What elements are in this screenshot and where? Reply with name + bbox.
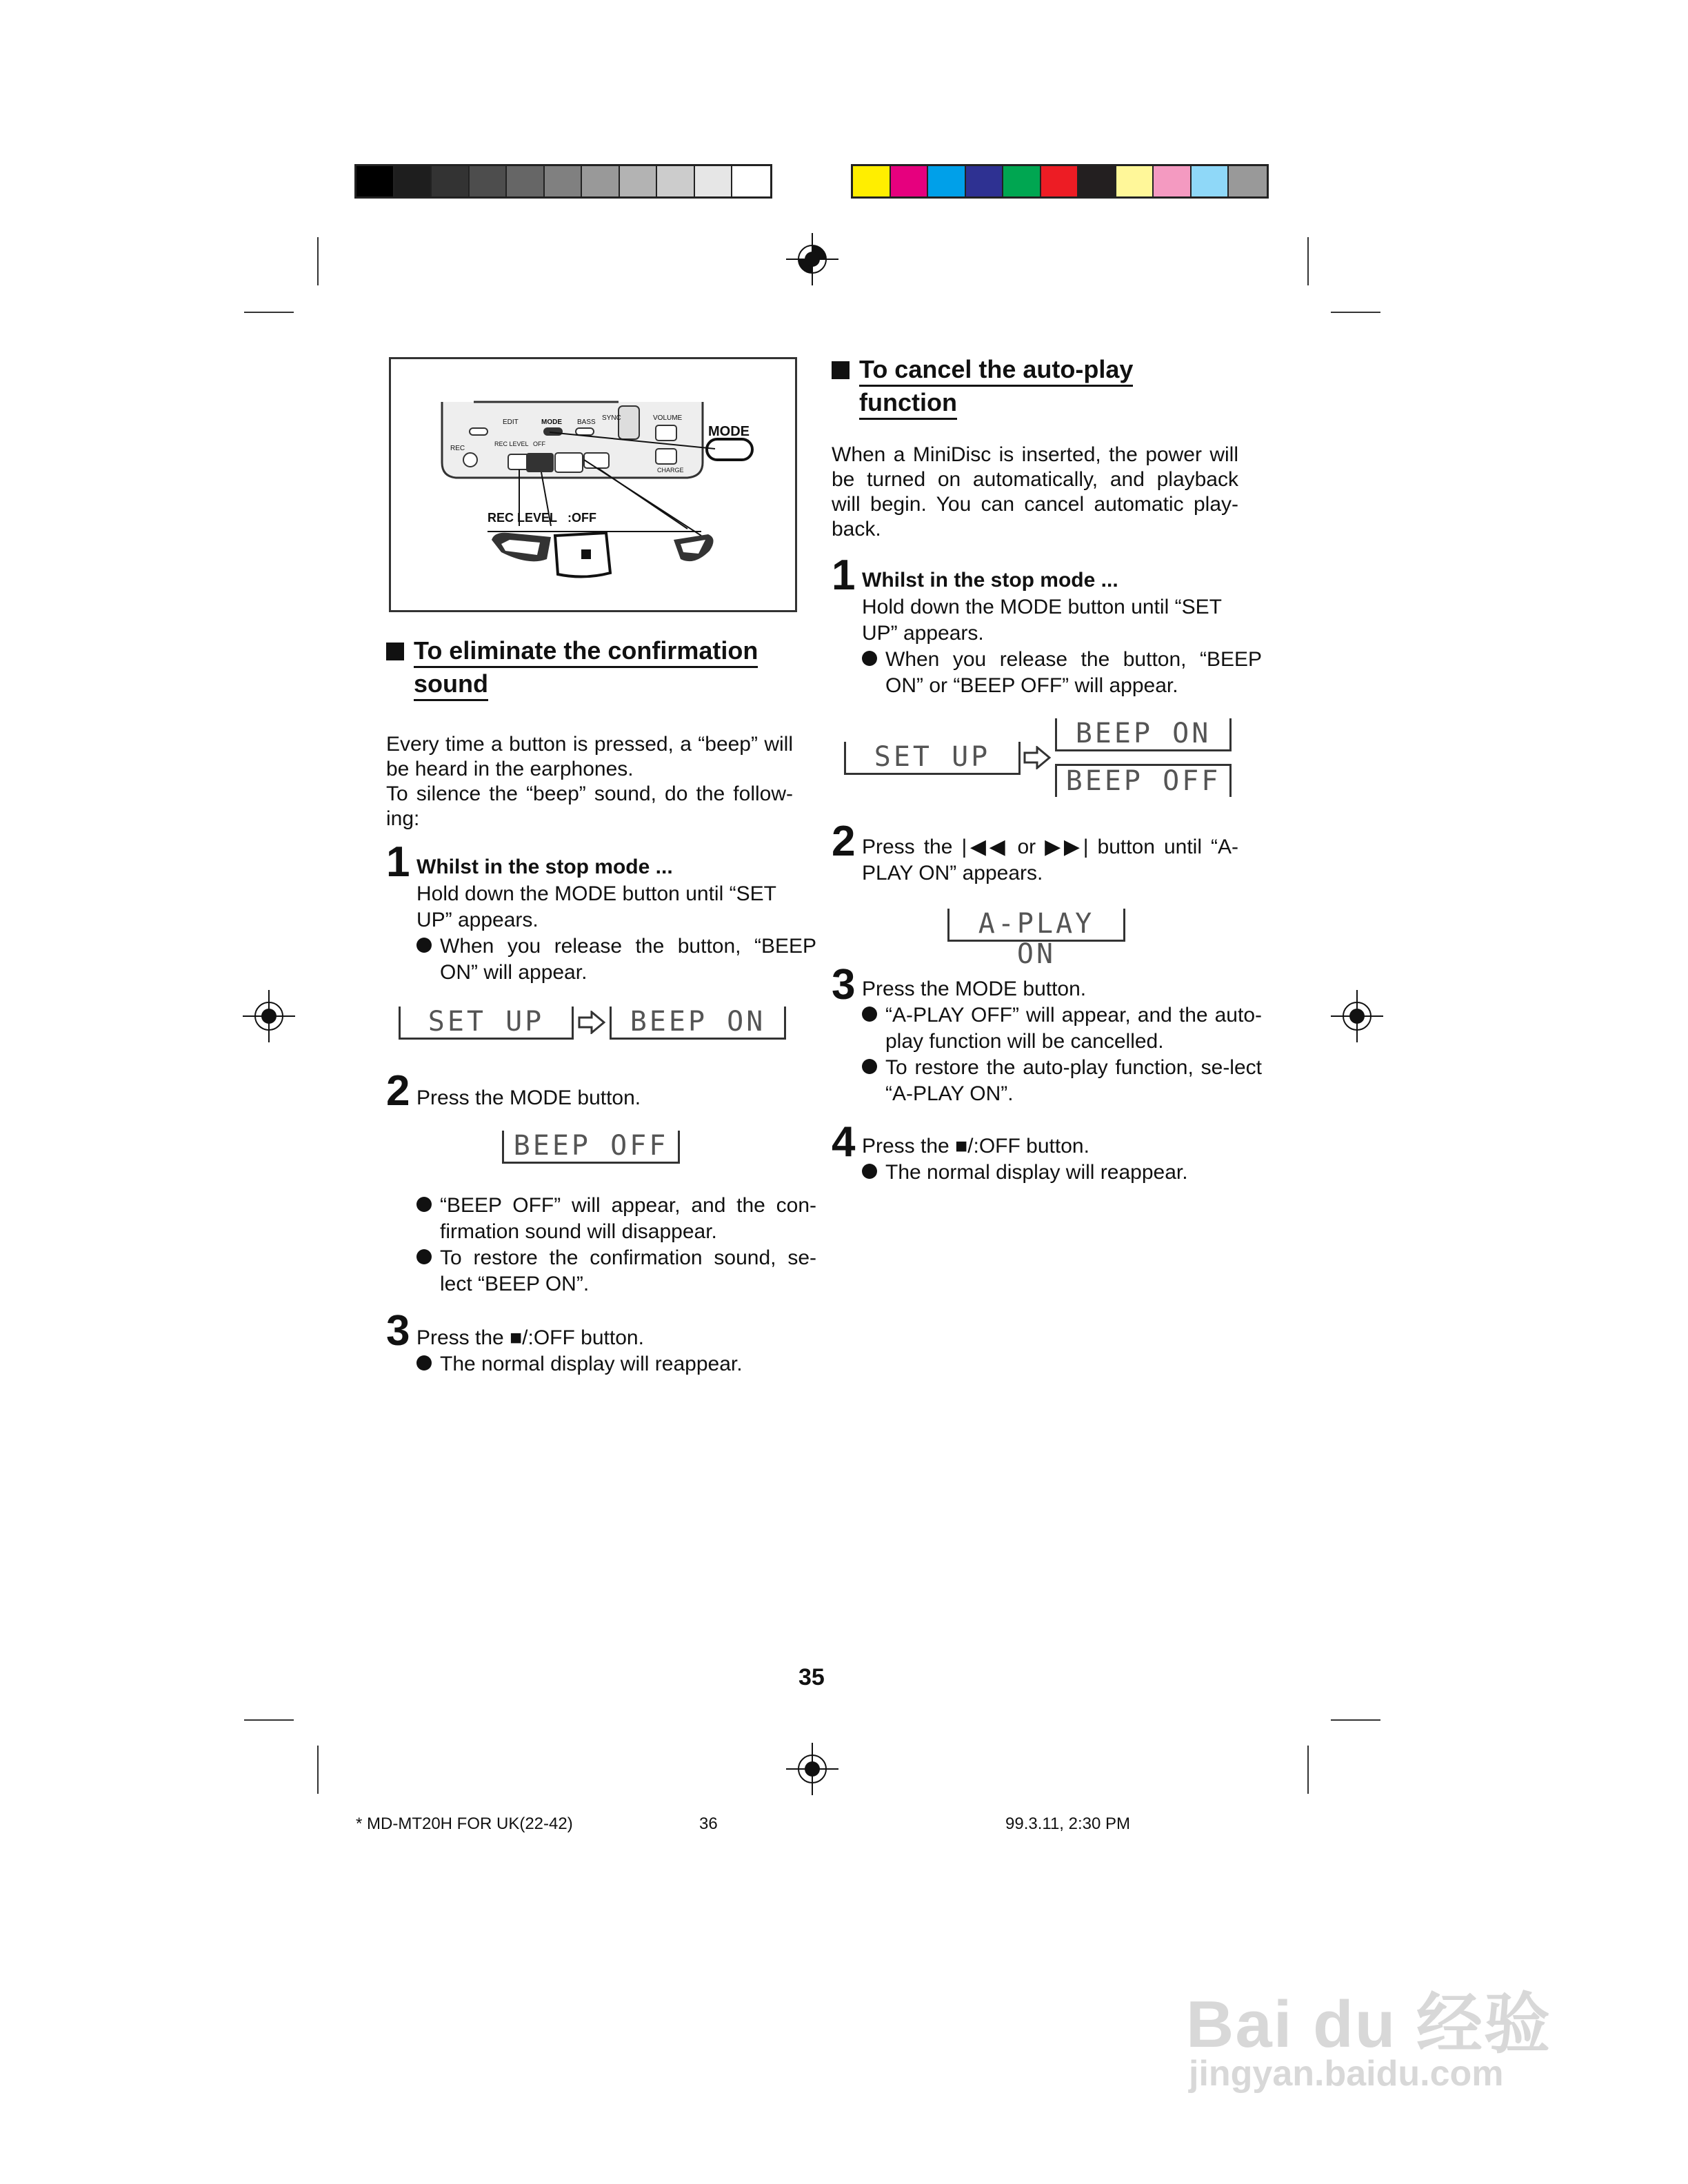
crop-mark xyxy=(1331,1719,1380,1721)
crop-mark xyxy=(244,312,294,313)
crop-mark xyxy=(1331,312,1380,313)
baidu-watermark-brand: Bai du 经验 xyxy=(1186,1988,1552,2061)
left-step3-number: 3 xyxy=(386,1307,410,1355)
figure-label-volume: VOLUME xyxy=(653,414,683,422)
left-section-heading: To eliminate the confirmation sound xyxy=(386,634,800,700)
right-step1-title: Whilst in the stop mode ... xyxy=(862,569,1118,592)
left-intro-2: To silence the “beep” sound, do the follow-ing: xyxy=(386,782,793,830)
calibration-swatch xyxy=(620,166,658,196)
right-step1-text-2: UP” appears. xyxy=(862,622,984,645)
right-lcd-aplay-on: A-PLAY ON xyxy=(947,909,1125,942)
calibration-swatch xyxy=(966,166,1004,196)
right-step3-text: Press the MODE button. xyxy=(862,978,1087,1000)
figure-label-charge: CHARGE xyxy=(657,467,684,474)
left-step2-text: Press the MODE button. xyxy=(416,1086,641,1109)
calibration-swatch xyxy=(1229,166,1267,196)
figure-label-edit: EDIT xyxy=(503,418,519,426)
left-step3-bullet: The normal display will reappear. xyxy=(416,1351,816,1377)
left-step2-bullet-2: To restore the confirmation sound, se-lect “BEEP ON”. xyxy=(416,1245,816,1297)
right-step4-text: Press the ■/:OFF button. xyxy=(862,1135,1089,1157)
left-step2-bullet-1: “BEEP OFF” will appear, and the con-firmation sound will disappear. xyxy=(416,1193,816,1245)
left-intro-1: Every time a button is pressed, a “beep” will be heard in the earphones. xyxy=(386,733,793,780)
left-step2-number: 2 xyxy=(386,1067,410,1115)
left-step1-bullet: When you release the button, “BEEP ON” will appear. xyxy=(416,933,816,986)
right-lcd-beep-on: BEEP ON xyxy=(1055,718,1232,751)
right-intro: When a MiniDisc is inserted, the power will be turned on automatically, and playback will begin. You can cancel automatic play-back. xyxy=(832,443,1238,540)
right-section-heading: To cancel the auto-play function xyxy=(832,353,1245,419)
right-step3-bullet-1: “A-PLAY OFF” will appear, and the auto-play function will be cancelled. xyxy=(862,1002,1262,1055)
registration-mark-icon xyxy=(786,233,838,285)
figure-label-sync: SYNC xyxy=(602,414,621,422)
bullet-icon xyxy=(862,651,877,666)
left-step1-text-2: UP” appears. xyxy=(416,909,539,931)
bullet-icon xyxy=(416,938,432,953)
device-illustration xyxy=(389,357,797,612)
calibration-swatch xyxy=(1192,166,1229,196)
calibration-swatch xyxy=(432,166,470,196)
footer-left: * MD-MT20H FOR UK(22-42) xyxy=(356,1814,573,1833)
calibration-swatch xyxy=(582,166,620,196)
registration-mark-icon xyxy=(243,990,295,1042)
bullet-icon xyxy=(416,1197,432,1212)
calibration-swatch xyxy=(1116,166,1154,196)
figure-label-mode-big: MODE xyxy=(708,424,750,439)
left-step1-title: Whilst in the stop mode ... xyxy=(416,856,673,878)
calibration-swatch xyxy=(470,166,508,196)
left-step3-text: Press the ■/:OFF button. xyxy=(416,1326,644,1349)
right-lcd-beep-off: BEEP OFF xyxy=(1055,764,1232,797)
crop-mark xyxy=(317,237,319,285)
calibration-swatch xyxy=(695,166,733,196)
square-bullet-icon xyxy=(832,361,850,379)
right-step3-number: 3 xyxy=(832,961,856,1009)
calibration-swatch xyxy=(356,166,394,196)
right-step4-number: 4 xyxy=(832,1118,856,1166)
right-arrow-icon xyxy=(1023,746,1051,769)
figure-label-rec-level-small: REC LEVEL xyxy=(494,441,529,447)
figure-label-bass: BASS xyxy=(577,418,596,426)
calibration-swatch xyxy=(1003,166,1041,196)
calibration-swatch xyxy=(394,166,432,196)
right-step3-bullet-2: To restore the auto-play function, se-lect “A-PLAY ON”. xyxy=(862,1055,1262,1107)
bullet-icon xyxy=(416,1249,432,1264)
left-lcd-setup: SET UP xyxy=(399,1007,574,1040)
right-step1-bullet: When you release the button, “BEEP ON” or “BEEP OFF” will appear. xyxy=(862,647,1262,699)
crop-mark xyxy=(1307,237,1309,285)
figure-label-off-small: OFF xyxy=(533,441,545,447)
calibration-swatch xyxy=(732,166,770,196)
calibration-swatch xyxy=(928,166,966,196)
bullet-icon xyxy=(416,1355,432,1371)
calibration-swatch xyxy=(1154,166,1192,196)
right-lcd-setup: SET UP xyxy=(844,742,1021,775)
footer-middle: 36 xyxy=(699,1814,718,1833)
calibration-swatch xyxy=(1041,166,1079,196)
left-lcd-beep-on: BEEP ON xyxy=(610,1007,786,1040)
right-step4-bullet: The normal display will reappear. xyxy=(862,1160,1262,1186)
right-step1-number: 1 xyxy=(832,552,856,599)
square-bullet-icon xyxy=(386,643,404,660)
footer-right: 99.3.11, 2:30 PM xyxy=(1005,1814,1131,1833)
calibration-swatch xyxy=(1078,166,1116,196)
calibration-swatch xyxy=(657,166,695,196)
registration-mark-icon xyxy=(1331,990,1383,1042)
right-step2-text-1: Press the |◀◀ or ▶▶| button until “A- xyxy=(862,836,1238,858)
bullet-icon xyxy=(862,1059,877,1074)
left-lcd-beep-off: BEEP OFF xyxy=(502,1131,680,1164)
gray-calibration-bar xyxy=(354,164,772,199)
registration-mark-icon xyxy=(786,1743,838,1795)
right-step2-number: 2 xyxy=(832,818,856,865)
calibration-swatch xyxy=(507,166,545,196)
left-step1-number: 1 xyxy=(386,838,410,886)
baidu-watermark-url: jingyan.baidu.com xyxy=(1189,2054,1504,2094)
crop-mark xyxy=(244,1719,294,1721)
bullet-icon xyxy=(862,1164,877,1179)
figure-label-mode-small: MODE xyxy=(541,418,562,426)
figure-label-rec-level-big: REC LEVEL xyxy=(488,511,558,525)
figure-label-rec-small: REC xyxy=(450,445,465,452)
right-arrow-icon xyxy=(578,1011,605,1034)
calibration-swatch xyxy=(891,166,929,196)
right-step2-text-2: PLAY ON” appears. xyxy=(862,862,1043,884)
calibration-swatch xyxy=(545,166,583,196)
crop-mark xyxy=(1307,1746,1309,1794)
calibration-swatch xyxy=(853,166,891,196)
color-calibration-bar xyxy=(851,164,1269,199)
right-step1-text-1: Hold down the MODE button until “SET xyxy=(862,596,1222,618)
crop-mark xyxy=(317,1746,319,1794)
page-number: 35 xyxy=(798,1664,825,1690)
left-step1-text-1: Hold down the MODE button until “SET xyxy=(416,882,776,905)
figure-label-off-big: :OFF xyxy=(567,511,596,525)
bullet-icon xyxy=(862,1007,877,1022)
